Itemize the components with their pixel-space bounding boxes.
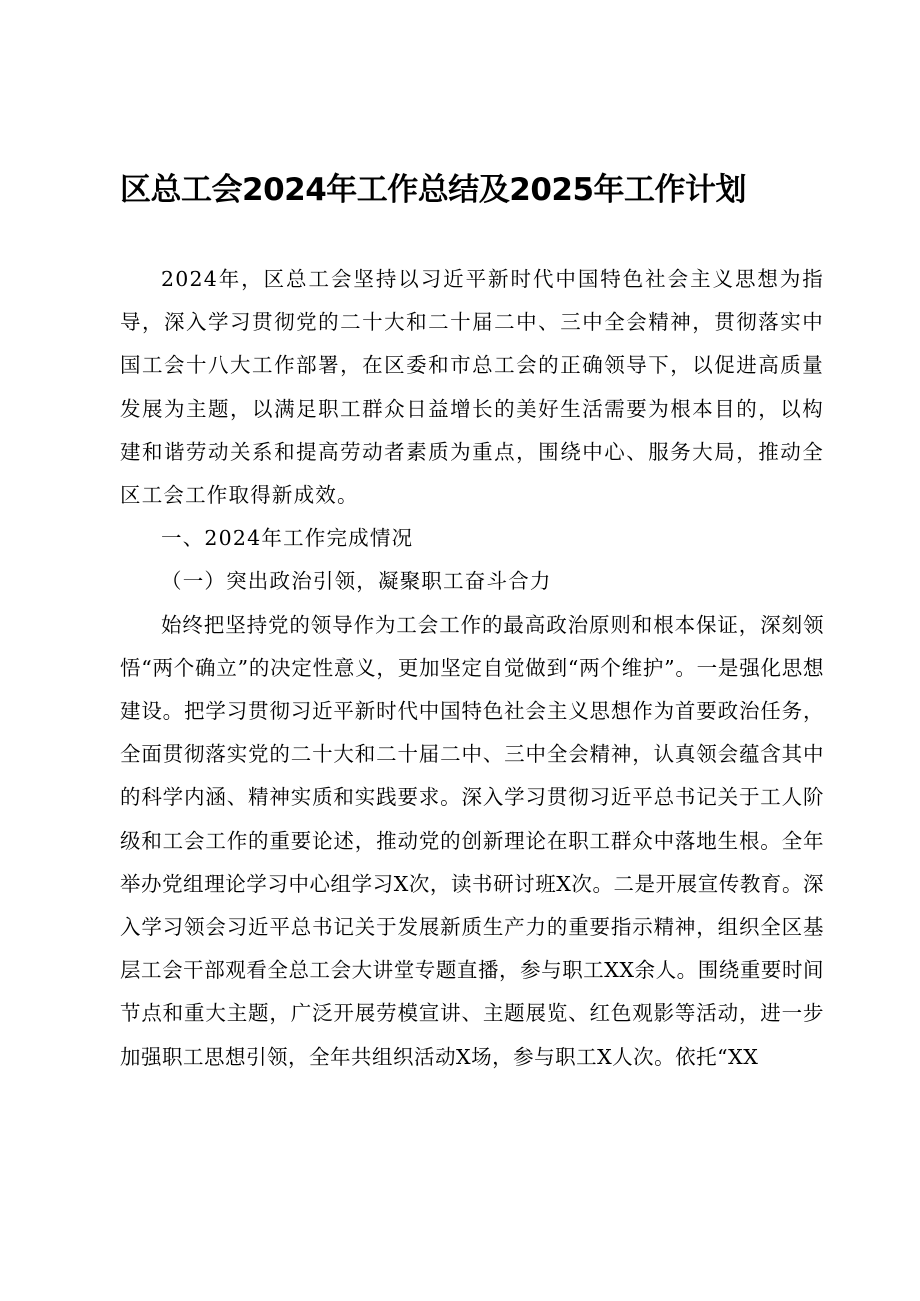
document-title: 区总工会2024年工作总结及2025年工作计划 <box>120 172 747 208</box>
intro-paragraph: 2024年，区总工会坚持以习近平新时代中国特色社会主义思想为指导，深入学习贯彻党的二十大和二十届二中、三中全会精神，贯彻落实中国工会十八大工作部署，在区委和市总工会的正确领导下，以促进高质量发展为主题，以满足职工群众日益增长的美好生活需要为根本目的，以构建和谐劳动关系和提高劳动者素质为重点，围绕中心、服务大局，推动全区工会工作取得新成效。 <box>120 267 824 508</box>
section-heading: 一、2024年工作完成情况 <box>161 526 414 551</box>
subsection-heading: （一）突出政治引领，凝聚职工奋斗合力 <box>161 569 552 594</box>
document-body <box>120 258 824 1079</box>
body-paragraph: 始终把坚持党的领导作为工会工作的最高政治原则和根本保证，深刻领悟“两个确立”的决定性意义，更加坚定自觉做到“两个维护”。一是强化思想建设。把学习贯彻习近平新时代中国特色社会主义思想作为首要政治任务，全面贯彻落实党的二十大和二十届二中、三中全会精神，认真领会蕴含其中的科学内涵、精神实质和实践要求。深入学习贯彻习近平总书记关于工人阶级和工会工作的重要论述，推动党的创新理论在职工群众中落地生根。全年举办党组理论学习中心组学习X次，读书研讨班X次。二是开展宣传教育。深入学习领会习近平总书记关于发展新质生产力的重要指示精神，组织全区基层工会干部观看全总工会大讲堂专题直播，参与职工XX余人。围绕重要时间节点和重大主题，广泛开展劳模宣讲、主题展览、红色观影等活动，进一步加强职工思想引领，全年共组织活动X场，参与职工X人次。依托“XX <box>120 612 824 1069</box>
